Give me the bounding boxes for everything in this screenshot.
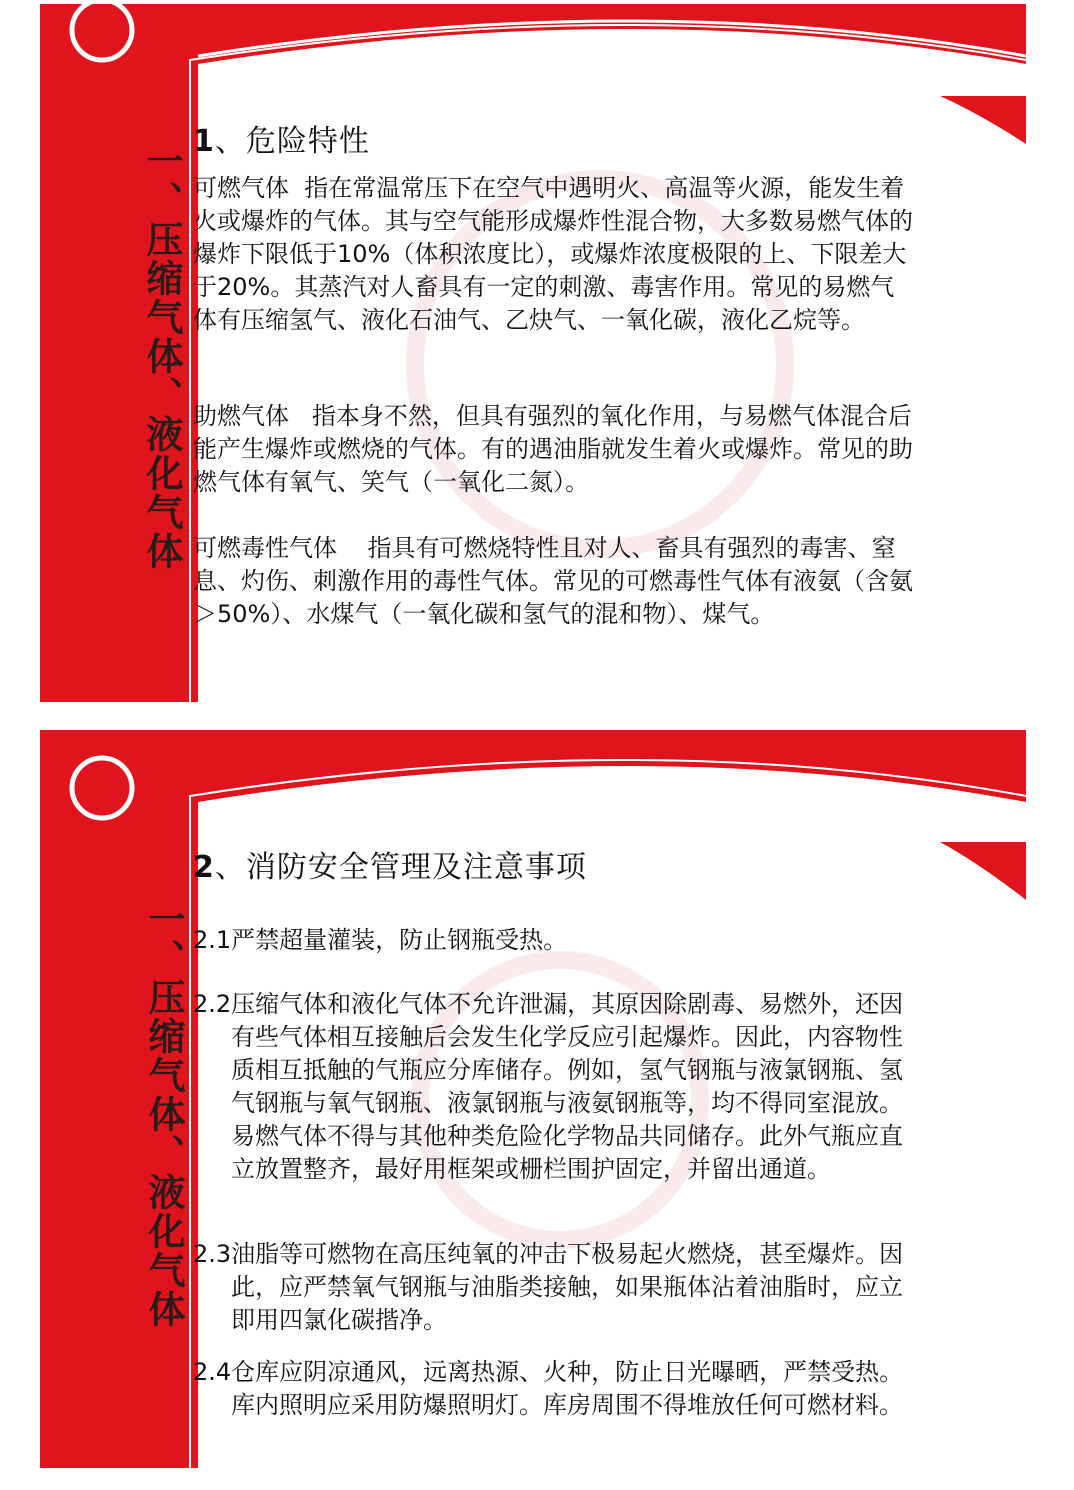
list-item-2-2: 2.2压缩气体和液化气体不允许泄漏，其原因除剧毒、易燃外，还因有些气体相互接触后会发生化学反应引起爆炸。因此，内容物性质相互抵触的气瓶应分库储存。例如，氢气钢瓶与液氯钢瓶、氢气钢瓶与氧气钢瓶、液氯钢瓶与液氨钢瓶等，均不得同室混放。易燃气体不得与其他种类危险化学物品共同储存。此外气瓶应直立放置整齐，最好用框架或栅栏围护固定，并留出通道。: [193, 990, 904, 1183]
section-heading: [193, 842, 963, 886]
list-item-2-4: 2.4仓库应阴凉通风，远离热源、火种，防止日光曝晒，严禁受热。库内照明应采用防爆照明灯。库房周围不得堆放任何可燃材料。: [193, 1358, 904, 1419]
side-title: 一、压缩气体、液化气体: [142, 900, 185, 1329]
paragraph-oxidizing-gas: 助燃气体 指本身不然，但具有强烈的氧化作用，与易燃气体混合后能产生爆炸或燃烧的气体。有的遇油脂就发生着火或爆炸。常见的助燃气体有氧气、笑气（一氧化二氮）。: [193, 402, 913, 496]
list-item-2-3: 2.3油脂等可燃物在高压纯氧的冲击下极易起火燃烧，甚至爆炸。因此，应严禁氧气钢瓶与油脂类接触，如果瓶体沾着油脂时，应立即用四氯化碳揩净。: [193, 1240, 904, 1334]
slide2-content: [193, 842, 963, 1419]
heading-text: 、消防安全管理及注意事项: [214, 850, 587, 885]
side-title: 一、压缩气体、液化气体: [140, 142, 183, 571]
list-item-2-1: 2.1严禁超量灌装，防止钢瓶受热。: [193, 926, 568, 954]
heading-text: 、危险特性: [214, 124, 370, 159]
heading-number: 2: [193, 850, 215, 885]
paragraph-flammable-gas: 可燃气体 指在常温常压下在空气中遇明火、高温等火源，能发生着火或爆炸的气体。其与空气能形成爆炸性混合物，大多数易燃气体的爆炸下限低于10%（体积浓度比），或爆炸浓度极限的上、下限差大于20%。其蒸汽对人畜具有一定的刺激、毒害作用。常见的易燃气体有压缩氢气、液化石油气、乙炔气、一氧化碳，液化乙烷等。: [193, 174, 913, 334]
paragraph-toxic-flammable-gas: 可燃毒性气体 指具有可燃烧特性且对人、畜具有强烈的毒害、窒息、灼伤、刺激作用的毒性气体。常见的可燃毒性气体有液氨（含氨＞50%）、水煤气（一氧化碳和氢气的混和物）、煤气。: [193, 534, 913, 628]
section-heading: [193, 116, 963, 160]
heading-number: 1: [193, 124, 215, 159]
slide1-content: [193, 116, 963, 628]
